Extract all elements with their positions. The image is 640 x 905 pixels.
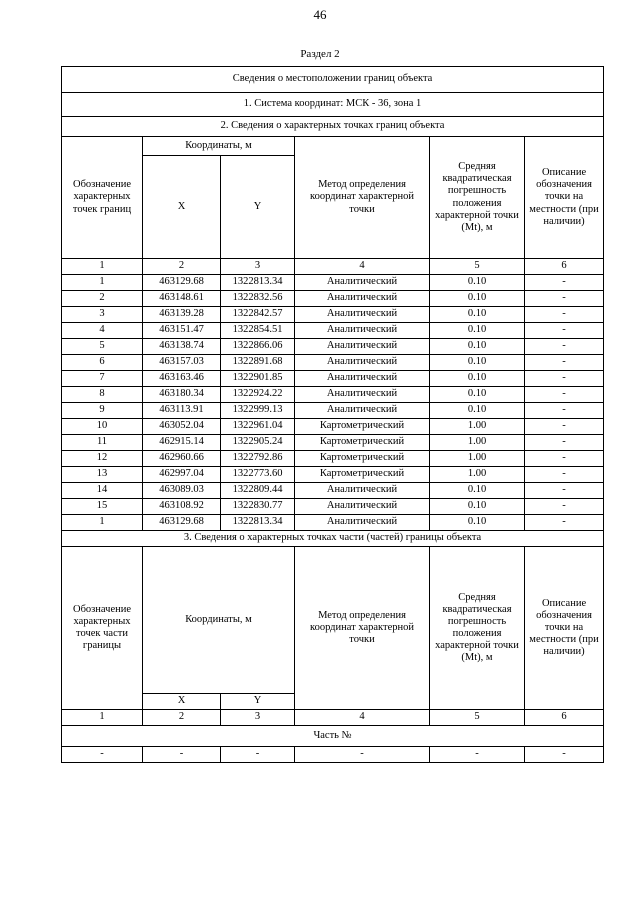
table-row	[62, 387, 604, 403]
coord-y: 1322792.86	[221, 451, 295, 467]
point-number: 11	[62, 435, 143, 451]
description: -	[525, 355, 604, 371]
coord-x: 462915.14	[143, 435, 221, 451]
empty-cell: -	[143, 747, 221, 763]
point-number: 2	[62, 291, 143, 307]
error: 0.10	[430, 323, 525, 339]
point-number: 3	[62, 307, 143, 323]
coord-y: 1322901.85	[221, 371, 295, 387]
error: 0.10	[430, 355, 525, 371]
table-row	[62, 307, 604, 323]
point-number: 7	[62, 371, 143, 387]
description: -	[525, 435, 604, 451]
coord-x: 463129.68	[143, 275, 221, 291]
coord-y: 1322866.06	[221, 339, 295, 355]
header3-y: Y	[221, 694, 295, 710]
table-row	[62, 467, 604, 483]
col-number: 2	[143, 710, 221, 726]
coord-x: 462997.04	[143, 467, 221, 483]
coord-y: 1322854.51	[221, 323, 295, 339]
description: -	[525, 323, 604, 339]
table-row	[62, 339, 604, 355]
header-y: Y	[221, 156, 295, 259]
coord-x: 462960.66	[143, 451, 221, 467]
description: -	[525, 387, 604, 403]
table-row	[62, 275, 604, 291]
table-row	[62, 451, 604, 467]
header-description: Описание обозначения точки на местности (при наличии)	[525, 137, 604, 259]
coord-y: 1322832.56	[221, 291, 295, 307]
error: 0.10	[430, 515, 525, 531]
point-number: 12	[62, 451, 143, 467]
table-row	[62, 435, 604, 451]
method: Аналитический	[295, 323, 430, 339]
section-title: Раздел 2	[300, 48, 340, 60]
coord-y: 1322961.04	[221, 419, 295, 435]
col-number: 5	[430, 259, 525, 275]
coord-y: 1322999.13	[221, 403, 295, 419]
coord-y: 1322813.34	[221, 515, 295, 531]
empty-cell: -	[221, 747, 295, 763]
coordinate-system: 1. Система координат: МСК - 36, зона 1	[62, 93, 604, 117]
coord-x: 463089.03	[143, 483, 221, 499]
coord-y: 1322830.77	[221, 499, 295, 515]
error: 0.10	[430, 371, 525, 387]
empty-cell: -	[430, 747, 525, 763]
coord-x: 463052.04	[143, 419, 221, 435]
col-number: 4	[295, 259, 430, 275]
coord-x: 463163.46	[143, 371, 221, 387]
point-number: 8	[62, 387, 143, 403]
header-x: X	[143, 156, 221, 259]
empty-row	[62, 747, 604, 763]
method: Аналитический	[295, 371, 430, 387]
col-number: 3	[221, 259, 295, 275]
point-number: 13	[62, 467, 143, 483]
col-number: 4	[295, 710, 430, 726]
point-number: 5	[62, 339, 143, 355]
point-number: 14	[62, 483, 143, 499]
method: Картометрический	[295, 435, 430, 451]
method: Аналитический	[295, 499, 430, 515]
error: 1.00	[430, 467, 525, 483]
error: 0.10	[430, 307, 525, 323]
error: 0.10	[430, 499, 525, 515]
coord-x: 463129.68	[143, 515, 221, 531]
coord-y: 1322924.22	[221, 387, 295, 403]
description: -	[525, 339, 604, 355]
coord-y: 1322809.44	[221, 483, 295, 499]
method: Аналитический	[295, 355, 430, 371]
method: Аналитический	[295, 403, 430, 419]
table-row	[62, 483, 604, 499]
coord-x: 463108.92	[143, 499, 221, 515]
coord-y: 1322813.34	[221, 275, 295, 291]
coord-x: 463180.34	[143, 387, 221, 403]
header3-error: Средняя квадратическая погрешность положения характерной точки (Mt), м	[430, 547, 525, 710]
description: -	[525, 403, 604, 419]
method: Аналитический	[295, 307, 430, 323]
description: -	[525, 451, 604, 467]
col-number: 3	[221, 710, 295, 726]
page-number: 46	[313, 7, 327, 22]
description: -	[525, 499, 604, 515]
empty-cell: -	[525, 747, 604, 763]
empty-cell: -	[295, 747, 430, 763]
error: 0.10	[430, 291, 525, 307]
header3-coords: Координаты, м	[143, 547, 295, 694]
column-numbers-row	[62, 259, 604, 275]
coord-y: 1322842.57	[221, 307, 295, 323]
description: -	[525, 307, 604, 323]
col-number: 6	[525, 259, 604, 275]
header-designation: Обозначение характерных точек границ	[62, 137, 143, 259]
col-number: 6	[525, 710, 604, 726]
error: 0.10	[430, 483, 525, 499]
method: Картометрический	[295, 419, 430, 435]
point-number: 15	[62, 499, 143, 515]
coord-x: 463139.28	[143, 307, 221, 323]
table-row	[62, 419, 604, 435]
table-row	[62, 499, 604, 515]
method: Аналитический	[295, 483, 430, 499]
description: -	[525, 467, 604, 483]
section-3-title: 3. Сведения о характерных точках части (частей) границы объекта	[62, 531, 604, 547]
error: 1.00	[430, 451, 525, 467]
table-title: Сведения о местоположении границ объекта	[62, 67, 604, 93]
coord-x: 463151.47	[143, 323, 221, 339]
header3-description: Описание обозначения точки на местности (при наличии)	[525, 547, 604, 710]
table-row	[62, 291, 604, 307]
table-row	[62, 515, 604, 531]
boundary-table	[61, 66, 604, 763]
point-number: 4	[62, 323, 143, 339]
col-number: 1	[62, 710, 143, 726]
point-number: 10	[62, 419, 143, 435]
col-number: 5	[430, 710, 525, 726]
method: Аналитический	[295, 339, 430, 355]
method: Аналитический	[295, 291, 430, 307]
coord-y: 1322905.24	[221, 435, 295, 451]
description: -	[525, 275, 604, 291]
description: -	[525, 419, 604, 435]
coord-x: 463138.74	[143, 339, 221, 355]
header-coords: Координаты, м	[143, 137, 295, 156]
description: -	[525, 515, 604, 531]
part-label: Часть №	[62, 726, 604, 747]
error: 0.10	[430, 403, 525, 419]
method: Аналитический	[295, 387, 430, 403]
point-number: 1	[62, 275, 143, 291]
point-number: 1	[62, 515, 143, 531]
error: 0.10	[430, 387, 525, 403]
table-row	[62, 323, 604, 339]
empty-cell: -	[62, 747, 143, 763]
error: 0.10	[430, 275, 525, 291]
coord-x: 463157.03	[143, 355, 221, 371]
header3-x: X	[143, 694, 221, 710]
error: 1.00	[430, 419, 525, 435]
method: Аналитический	[295, 515, 430, 531]
table-row	[62, 371, 604, 387]
table-row	[62, 355, 604, 371]
col-number: 1	[62, 259, 143, 275]
method: Картометрический	[295, 467, 430, 483]
coord-x: 463113.91	[143, 403, 221, 419]
coord-y: 1322891.68	[221, 355, 295, 371]
point-number: 9	[62, 403, 143, 419]
header3-method: Метод определения координат характерной точки	[295, 547, 430, 710]
error: 1.00	[430, 435, 525, 451]
column-numbers-row-2	[62, 710, 604, 726]
header-error: Средняя квадратическая погрешность положения характерной точки (Mt), м	[430, 137, 525, 259]
coord-x: 463148.61	[143, 291, 221, 307]
method: Аналитический	[295, 275, 430, 291]
description: -	[525, 483, 604, 499]
error: 0.10	[430, 339, 525, 355]
section-2-title: 2. Сведения о характерных точках границ объекта	[62, 117, 604, 137]
point-number: 6	[62, 355, 143, 371]
method: Картометрический	[295, 451, 430, 467]
header3-designation: Обозначение характерных точек части границы	[62, 547, 143, 710]
description: -	[525, 371, 604, 387]
table-row	[62, 403, 604, 419]
description: -	[525, 291, 604, 307]
header-method: Метод определения координат характерной точки	[295, 137, 430, 259]
coord-y: 1322773.60	[221, 467, 295, 483]
col-number: 2	[143, 259, 221, 275]
